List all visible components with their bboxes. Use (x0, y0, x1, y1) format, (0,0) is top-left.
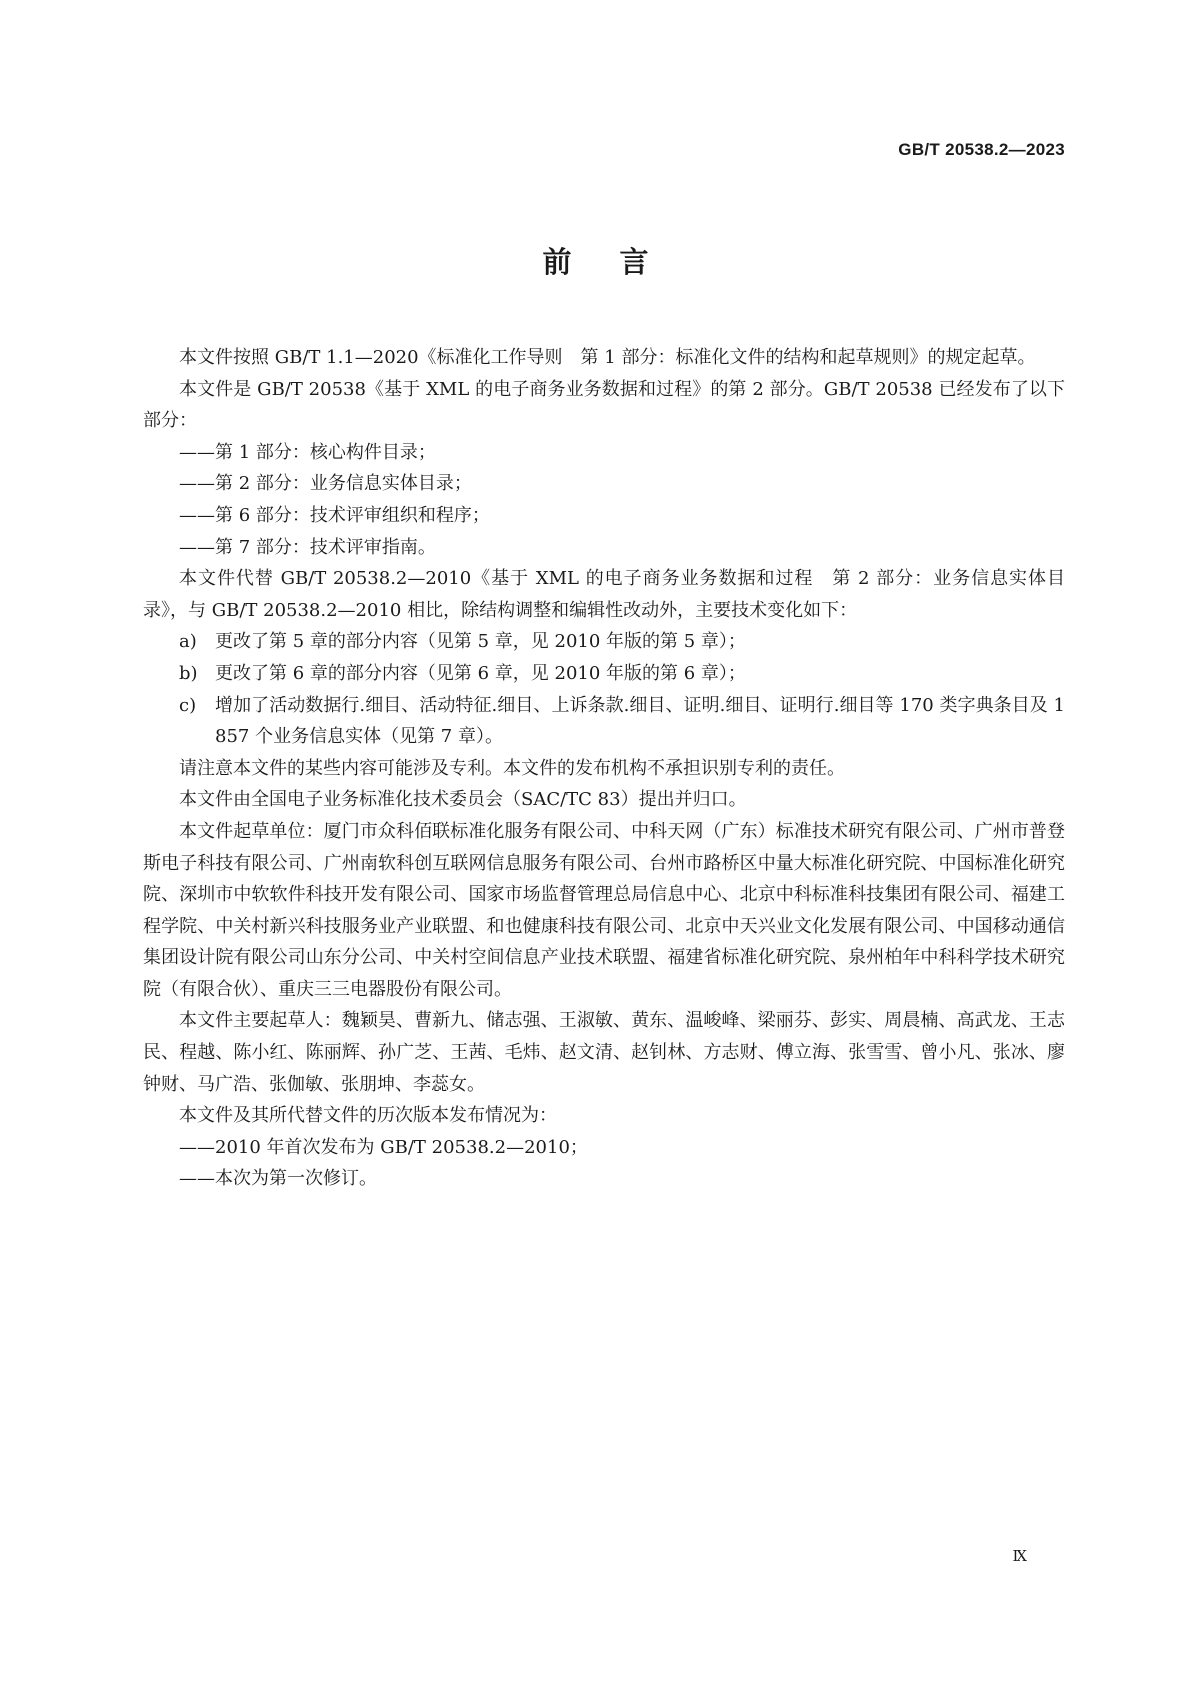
list-item-change (143, 690, 1065, 753)
paragraph-drafters: 本文件主要起草人：魏颖昊、曹新九、储志强、王淑敏、黄东、温峻峰、梁丽芬、彭实、周晨楠、高武龙、王志民、程越、陈小红、陈丽辉、孙广芝、王茜、毛炜、赵文清、赵钊林、方志财、傅立海、张雪雪、曾小凡、张冰、廖钟财、马广浩、张伽敏、张朋坤、李蕊女。 (143, 1010, 1065, 1095)
paragraph-patent-notice: 请注意本文件的某些内容可能涉及专利。本文件的发布机构不承担识别专利的责任。 (179, 757, 845, 779)
list-item-change (143, 626, 1065, 658)
item-text: 更改了第 5 章的部分内容（见第 5 章，见 2010 年版的第 5 章）； (215, 631, 746, 653)
item-text: 更改了第 6 章的部分内容（见第 6 章，见 2010 年版的第 6 章）； (215, 662, 746, 684)
list-item-part: ——第 6 部分：技术评审组织和程序； (179, 504, 490, 526)
foreword-body (143, 342, 1065, 1195)
standard-code: GB/T 20538.2—2023 (898, 140, 1065, 159)
list-item-history: ——2010 年首次发布为 GB/T 20538.2—2010； (179, 1136, 588, 1158)
list-item-part: ——第 7 部分：技术评审指南。 (179, 536, 436, 558)
page-title: 前言 (542, 245, 697, 279)
item-label: a) (179, 631, 197, 653)
list-item-part: ——第 2 部分：业务信息实体目录； (179, 473, 472, 495)
list-item-history: ——本次为第一次修订。 (179, 1168, 377, 1190)
paragraph-history-intro: 本文件及其所代替文件的历次版本发布情况为： (179, 1105, 557, 1127)
paragraph-drafting-rules: 本文件按照 GB/T 1.1—2020《标准化工作导则 第 1 部分：标准化文件的结构和起草规则》的规定起草。 (179, 347, 1036, 368)
paragraph-proposer: 本文件由全国电子业务标准化技术委员会（SAC/TC 83）提出并归口。 (179, 789, 747, 811)
paragraph-replacement: 本文件代替 GB/T 20538.2—2010《基于 XML 的电子商务业务数据和过程 第 2 部分：业务信息实体目录》，与 GB/T 20538.2—2010 相比，除结构调整和编辑性改动外，主要技术变化如下： (143, 568, 1065, 621)
item-label: c) (179, 694, 197, 716)
list-item-part: ——第 1 部分：核心构件目录； (179, 441, 436, 463)
paragraph-series-intro: 本文件是 GB/T 20538《基于 XML 的电子商务业务数据和过程》的第 2 部分。GB/T 20538 已经发布了以下部分： (143, 378, 1065, 432)
item-text: 增加了活动数据行.细目、活动特征.细目、上诉条款.细目、证明.细目、证明行.细目等 170 类字典条目及 1 857 个业务信息实体（见第 7 章）。 (215, 694, 1065, 748)
list-item-change (143, 658, 1065, 690)
page-number: Ⅸ (1012, 1547, 1027, 1565)
paragraph-drafting-units: 本文件起草单位：厦门市众科佰联标准化服务有限公司、中科天网（广东）标准技术研究有限公司、广州市普登斯电子科技有限公司、广州南软科创互联网信息服务有限公司、台州市路桥区中量大标准化研究院、中国标准化研究院、深圳市中软软件科技开发有限公司、国家市场监督管理总局信息中心、北京中科标准科技集团有限公司、福建工程学院、中关村新兴科技服务业产业联盟、和也健康科技有限公司、北京中天兴业文化发展有限公司、中国移动通信集团设计院有限公司山东分公司、中关村空间信息产业技术联盟、福建省标准化研究院、泉州柏年中科科学技术研究院（有限合伙）、重庆三三电器股份有限公司。 (143, 820, 1065, 1000)
item-label: b) (179, 662, 198, 684)
